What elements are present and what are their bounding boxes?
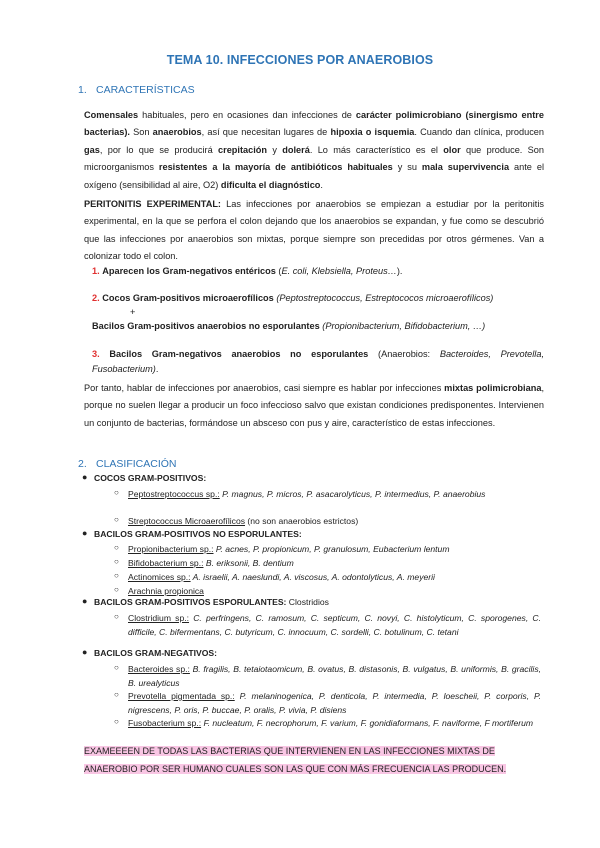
section-title: CARACTERÍSTICAS	[96, 84, 195, 96]
bullet-icon: ●	[82, 596, 88, 606]
list-item-2b: Bacilos Gram-positivos anaerobios no esporulantes (Propionibacterium, Bifidobacterium, …)	[92, 321, 486, 331]
text-run: y	[267, 144, 283, 155]
sub-bullet-icon: ○	[114, 515, 119, 524]
sub-bullet-icon: ○	[114, 690, 119, 699]
list-item-3: 3. Bacilos Gram-negativos anaerobios no esporulantes (Anaerobios: Bacteroides, Prevotella, Fusobacterium).	[92, 349, 545, 374]
exam-highlight-note: EXAMEEEEN DE TODAS LAS BACTERIAS QUE INTERVIENEN EN LAS INFECCIONES MIXTAS DE ANAEROBIO POR SER HUMANO CUALES SON LAS QUE CON MÁS FRECUENCIA LAS PRODUCEN.	[84, 746, 507, 774]
sub-bullet-icon: ○	[114, 543, 119, 552]
bullet-icon: ●	[82, 472, 88, 482]
text-run: . Cuando dan clínica, producen	[414, 127, 545, 138]
page-title: TEMA 10. INFECCIONES POR ANAEROBIOS	[166, 53, 434, 67]
sub-bullet-icon: ○	[114, 663, 119, 672]
text-run: Las infecciones por anaerobios se empiezan a estudiar por la peritonitis experimental, en la que se perfora el colon dejando que los anaerobios se expandan, y fue como se descubrió que las infecciones por anaerobios son mixtas, porque siempre son precedidas por otros gérmenes. Van a colonizar todo el colon.	[84, 199, 544, 262]
group-label: BACILOS GRAM-NEGATIVOS:	[94, 648, 218, 658]
section-heading-characteristics	[78, 84, 195, 96]
text-run: ante el oxígeno (sensibilidad al aire, O2)	[84, 162, 544, 190]
sub-bullet-icon: ○	[114, 612, 119, 621]
list-item-2: 2. Cocos Gram-positivos microaerofílicos (Peptostreptococcus, Estreptococos microaerofílicos)	[92, 293, 494, 303]
paragraph-characteristics	[84, 107, 544, 194]
group-label: COCOS GRAM-POSITIVOS:	[94, 473, 207, 483]
species-item: Prevotella pigmentada sp.: P. melaninogenica, P. denticola, P. intermedia, P. loescheii, P. corporis, P. nigrescens, P. oris, P. buccae, P. oralis, P. vivia, P. disiens	[128, 691, 541, 715]
text-run: que produce. Son microorganismos	[84, 144, 545, 173]
species-item: Arachnia propionica	[128, 586, 204, 596]
text-run: . Lo más característico es el	[309, 144, 444, 155]
text-run: , porque no suelen llegar a producir un foco infeccioso salvo que existan condiciones predisponentes. Intervienen un conjunto de bacterias, formándose un absceso con pus y aire, característico de estas infecciones.	[84, 383, 544, 428]
species-item: Fusobacterium sp.: F. nucleatum, F. necrophorum, F. varium, F. gonidiaformans, F. naviforme, F mortiferum	[128, 718, 534, 728]
bullet-icon: ●	[82, 647, 88, 657]
sub-bullet-icon: ○	[114, 585, 119, 594]
text-run: Comensales	[84, 110, 139, 120]
species-item: Bacteroides sp.: B. fragilis, B. tetaiotaomicum, B. ovatus, B. distasonis, B. vulgatus, B. uniformis, B. gracilis, B. urealyticus	[128, 664, 541, 688]
text-run: mixtas polimicrobiana	[444, 383, 542, 393]
paragraph-peritonitis	[84, 196, 544, 266]
species-item: Propionibacterium sp.: P. acnes, P. propionicum, P. granulosum, Eubacterium lentum	[128, 544, 450, 554]
bullet-icon: ●	[82, 528, 88, 538]
text-run: carácter polimicrobiano (sinergismo entre bacterias).	[84, 110, 544, 138]
sub-bullet-icon: ○	[114, 488, 119, 497]
section-title: CLASIFICACIÓN	[96, 458, 177, 470]
paragraph-summary	[84, 380, 544, 432]
text-run: dificulta el diagnóstico	[220, 179, 321, 190]
text-run: resistentes a la mayoría de antibióticos habituales	[158, 162, 393, 173]
group-label: BACILOS GRAM-POSITIVOS NO ESPORULANTES:	[94, 529, 302, 539]
text-run: anaerobios	[152, 127, 202, 138]
text-run: , así que necesitan lugares de	[201, 127, 331, 138]
list-item-1: 1. Aparecen los Gram-negativos entéricos (E. coli, Klebsiella, Proteus…).	[92, 266, 403, 276]
species-item: Clostridium sp.: C. perfringens, C. ramosum, C. septicum, C. novyi, C. histolyticum, C. sporogenes, C. difficile, C. bifermentans, C. butyricum, C. innocuum, C. sordelli, C. botulinum, C. tetani	[128, 613, 541, 637]
text-run: .	[320, 179, 323, 190]
text-run: Por tanto, hablar de infecciones por anaerobios, casi siempre es hablar por infecciones	[84, 383, 445, 393]
sub-bullet-icon: ○	[114, 717, 119, 726]
species-item: Actinomices sp.: A. israelii, A. naeslundi, A. viscosus, A. odontolyticus, A. meyerii	[128, 572, 435, 582]
text-run: , por lo que se producirá	[99, 144, 219, 155]
text-run: crepitación	[218, 144, 268, 155]
species-item: Streptococcus Microaerofílicos (no son anaerobios estrictos)	[128, 516, 359, 526]
section-heading-classification	[78, 458, 177, 470]
text-run: y su	[392, 162, 422, 173]
text-run: dolerá	[282, 144, 310, 155]
text-run: hipoxia o isquemia	[330, 127, 415, 138]
group-label: BACILOS GRAM-POSITIVOS ESPORULANTES: Clostridios	[94, 597, 329, 607]
sub-bullet-icon: ○	[114, 571, 119, 580]
text-run: PERITONITIS EXPERIMENTAL:	[84, 199, 221, 209]
text-run: Son	[129, 127, 153, 138]
section-number: 1.	[78, 84, 87, 96]
text-run: mala supervivencia	[421, 162, 510, 173]
species-item: Peptostreptococcus sp.: P. magnus, P. micros, P. asacarolyticus, P. intermedius, P. anaerobius	[128, 489, 486, 499]
section-number: 2.	[78, 458, 87, 470]
text-run: habituales, pero en ocasiones dan infecciones de	[138, 110, 356, 120]
text-run: olor	[443, 144, 461, 155]
text-run: gas	[84, 144, 100, 155]
species-item: Bifidobacterium sp.: B. eriksonii, B. dentium	[128, 558, 294, 568]
plus-sign: +	[130, 307, 136, 317]
sub-bullet-icon: ○	[114, 557, 119, 566]
